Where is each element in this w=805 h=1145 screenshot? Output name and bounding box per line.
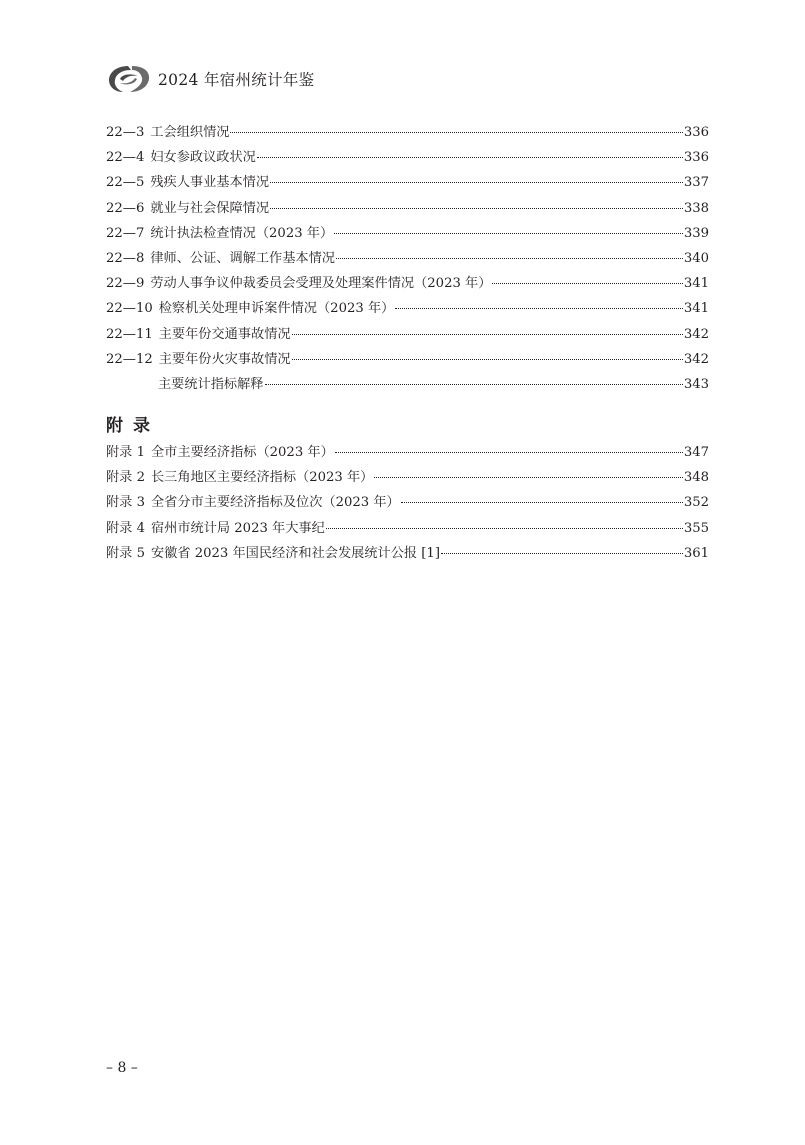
statistics-yearbook-logo-icon xyxy=(106,62,152,96)
appendix-heading: 附录 xyxy=(106,416,160,436)
toc-dot-leader xyxy=(230,132,682,133)
toc-entry-page: 341 xyxy=(683,301,709,317)
toc-entry-title: 主要年份交通事故情况 xyxy=(158,326,291,342)
toc-entry-number: 22—10 xyxy=(106,301,153,317)
toc-entry[interactable] xyxy=(106,323,709,348)
toc-dot-leader xyxy=(292,359,683,360)
toc-entry-page: 338 xyxy=(683,200,709,216)
toc-entry-number: 22—3 xyxy=(106,125,145,140)
toc-entry-page: 340 xyxy=(683,250,709,266)
toc-entry-title: 宿州市统计局 2023 年大事纪 xyxy=(150,520,325,536)
toc-dot-leader xyxy=(335,452,683,453)
toc-entry[interactable] xyxy=(106,373,709,398)
toc-dot-leader xyxy=(292,334,683,335)
toc-entry[interactable] xyxy=(106,146,709,171)
toc-entry[interactable] xyxy=(106,542,709,567)
page-number: – 8 – xyxy=(106,1060,138,1076)
toc-entry-title: 主要年份火灾事故情况 xyxy=(158,351,291,367)
toc-dot-leader xyxy=(441,553,683,554)
toc-entry-page: 361 xyxy=(683,545,709,561)
yearbook-title: 2024 年宿州统计年鉴 xyxy=(158,71,315,89)
toc-entry-page: 336 xyxy=(683,125,709,140)
toc-entry-title: 主要统计指标解释 xyxy=(158,376,264,392)
toc-entry-title: 安徽省 2023 年国民经济和社会发展统计公报 [1] xyxy=(150,545,440,561)
toc-entry-page: 342 xyxy=(683,326,709,342)
toc-dot-leader xyxy=(326,528,683,529)
toc-entry-number: 22—7 xyxy=(106,225,145,241)
toc-entry[interactable] xyxy=(106,441,709,466)
toc-entry-title: 全省分市主要经济指标及位次（2023 年） xyxy=(150,495,400,511)
page-header xyxy=(106,60,314,98)
toc-entry-page: 352 xyxy=(683,495,709,511)
toc-entry-page: 337 xyxy=(683,175,709,191)
toc-entry[interactable] xyxy=(106,517,709,542)
toc-entry[interactable] xyxy=(106,297,709,322)
toc-entry-page: 347 xyxy=(683,445,709,460)
toc-dot-leader xyxy=(334,233,683,234)
toc-dot-leader xyxy=(395,308,683,309)
toc-entry-number: 附录 2 xyxy=(106,470,145,486)
toc-entry-number: 22—4 xyxy=(106,150,145,166)
toc-dot-leader xyxy=(401,502,683,503)
toc-dot-leader xyxy=(492,283,682,284)
toc-dot-leader xyxy=(374,477,682,478)
toc-entry[interactable] xyxy=(106,197,709,222)
toc-entry-title: 工会组织情况 xyxy=(150,125,230,140)
toc-entry-page: 339 xyxy=(683,225,709,241)
appendix-list xyxy=(106,441,709,567)
table-of-contents xyxy=(106,121,709,398)
toc-entry[interactable] xyxy=(106,121,709,146)
toc-entry-title: 检察机关处理申诉案件情况（2023 年） xyxy=(158,301,395,317)
toc-entry[interactable] xyxy=(106,171,709,196)
toc-entry-title: 长三角地区主要经济指标（2023 年） xyxy=(150,470,374,486)
toc-entry-title: 残疾人事业基本情况 xyxy=(150,175,270,191)
toc-entry-page: 341 xyxy=(683,276,709,292)
toc-entry-number: 22—11 xyxy=(106,326,153,342)
toc-dot-leader xyxy=(270,208,683,209)
toc-entry-page: 343 xyxy=(683,376,709,392)
toc-dot-leader xyxy=(257,157,683,158)
toc-entry-number: 附录 5 xyxy=(106,545,145,561)
toc-entry[interactable] xyxy=(106,247,709,272)
toc-entry-page: 355 xyxy=(683,520,709,536)
toc-entry-number: 22—6 xyxy=(106,200,145,216)
toc-entry[interactable] xyxy=(106,222,709,247)
toc-entry[interactable] xyxy=(106,348,709,373)
toc-entry-title: 劳动人事争议仲裁委员会受理及处理案件情况（2023 年） xyxy=(150,276,492,292)
toc-entry-title: 就业与社会保障情况 xyxy=(150,200,270,216)
toc-entry-number: 22—9 xyxy=(106,276,145,292)
toc-entry-title: 妇女参政议政状况 xyxy=(150,150,256,166)
toc-entry-number: 22—5 xyxy=(106,175,145,191)
toc-entry-number: 附录 1 xyxy=(106,445,145,460)
toc-entry-page: 336 xyxy=(683,150,709,166)
toc-entry-page: 342 xyxy=(683,351,709,367)
toc-entry[interactable] xyxy=(106,491,709,516)
toc-entry-title: 统计执法检查情况（2023 年） xyxy=(150,225,334,241)
toc-entry[interactable] xyxy=(106,466,709,491)
toc-entry[interactable] xyxy=(106,272,709,297)
toc-dot-leader xyxy=(336,258,683,259)
toc-entry-number: 22—8 xyxy=(106,250,145,266)
toc-dot-leader xyxy=(265,384,683,385)
toc-entry-title: 律师、公证、调解工作基本情况 xyxy=(150,250,335,266)
toc-entry-page: 348 xyxy=(683,470,709,486)
toc-entry-title: 全市主要经济指标（2023 年） xyxy=(150,445,334,460)
toc-entry-number: 22—12 xyxy=(106,351,153,367)
toc-entry-number: 附录 4 xyxy=(106,520,145,536)
toc-dot-leader xyxy=(270,182,683,183)
toc-entry-number: 附录 3 xyxy=(106,495,145,511)
